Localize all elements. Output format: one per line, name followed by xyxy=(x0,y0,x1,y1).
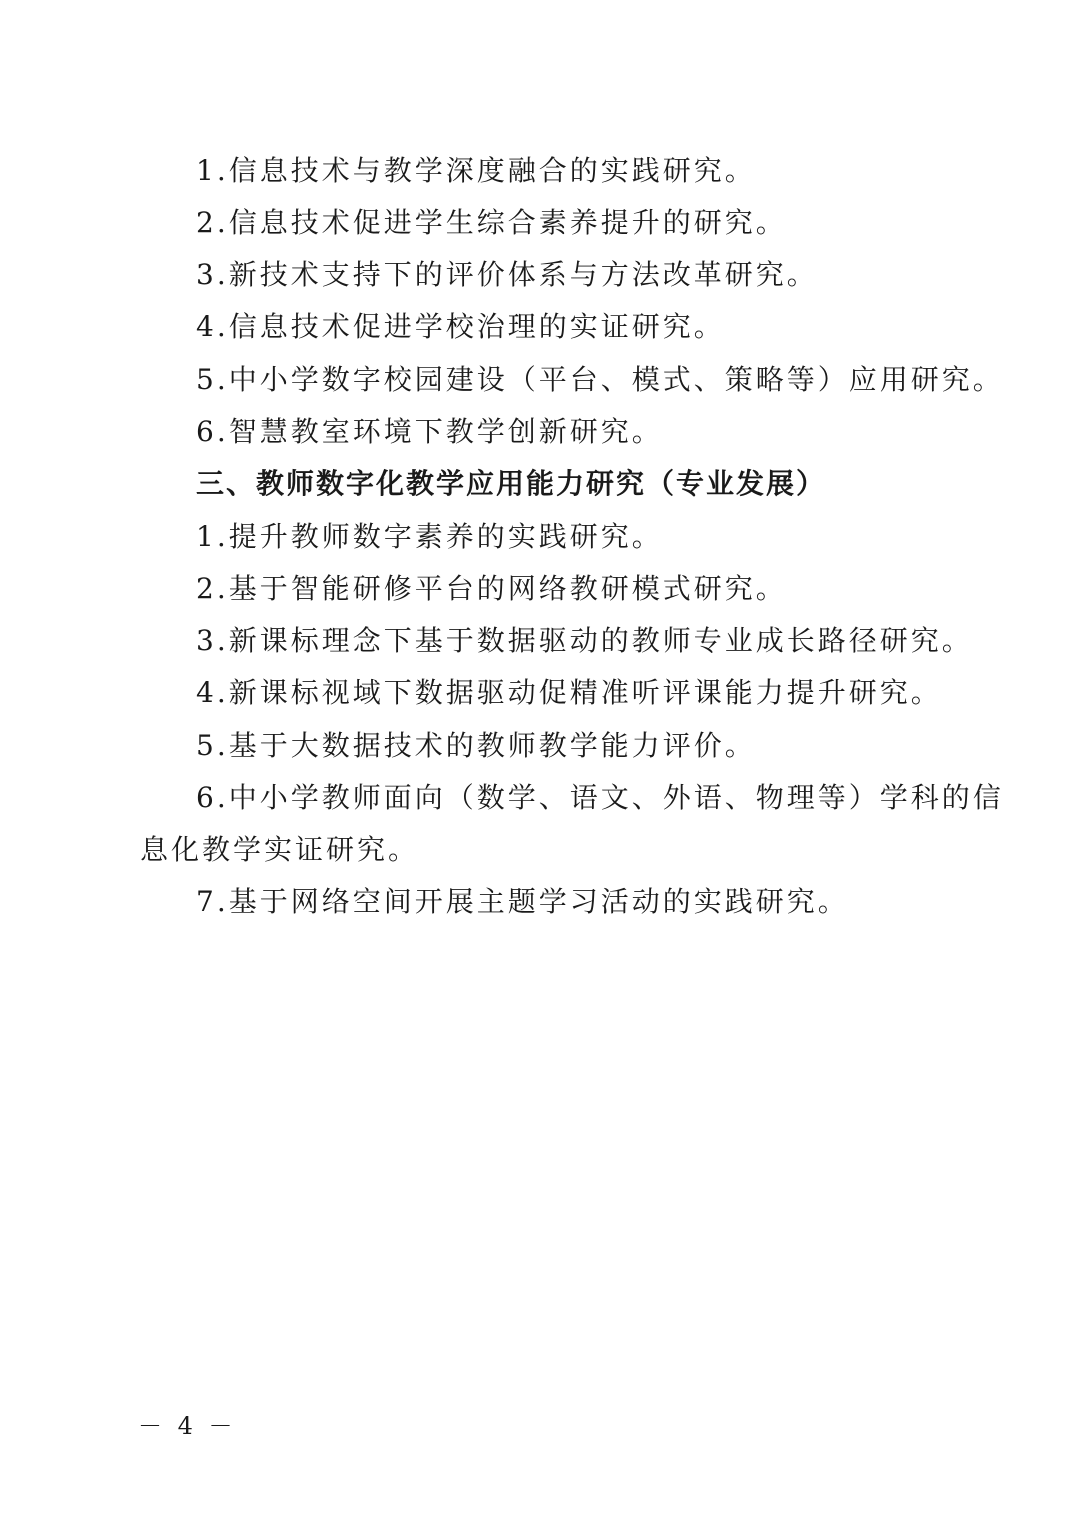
list-item: 4.信息技术促进学校治理的实证研究。 xyxy=(196,310,725,343)
list-item: 2.基于智能研修平台的网络教研模式研究。 xyxy=(196,572,787,605)
list-item: 6.中小学教师面向（数学、语文、外语、物理等）学科的信 xyxy=(196,781,1004,814)
section-heading: 三、教师数字化教学应用能力研究（专业发展） xyxy=(196,467,827,500)
list-item: 4.新课标视域下数据驱动促精准听评课能力提升研究。 xyxy=(196,676,942,709)
list-item: 2.信息技术促进学生综合素养提升的研究。 xyxy=(196,206,787,239)
list-item: 6.智慧教室环境下教学创新研究。 xyxy=(196,415,663,448)
list-item: 5.中小学数字校园建设（平台、模式、策略等）应用研究。 xyxy=(196,363,1004,396)
list-item: 1.提升教师数字素养的实践研究。 xyxy=(196,520,663,553)
list-item: 3.新课标理念下基于数据驱动的教师专业成长路径研究。 xyxy=(196,624,973,657)
list-item: 3.新技术支持下的评价体系与方法改革研究。 xyxy=(196,258,818,291)
list-item: 7.基于网络空间开展主题学习活动的实践研究。 xyxy=(196,885,849,918)
list-item-continuation: 息化教学实证研究。 xyxy=(140,833,420,866)
list-item: 5.基于大数据技术的教师教学能力评价。 xyxy=(196,729,756,762)
list-item: 1.信息技术与教学深度融合的实践研究。 xyxy=(196,154,756,187)
page-number: － 4 － xyxy=(138,1412,237,1440)
